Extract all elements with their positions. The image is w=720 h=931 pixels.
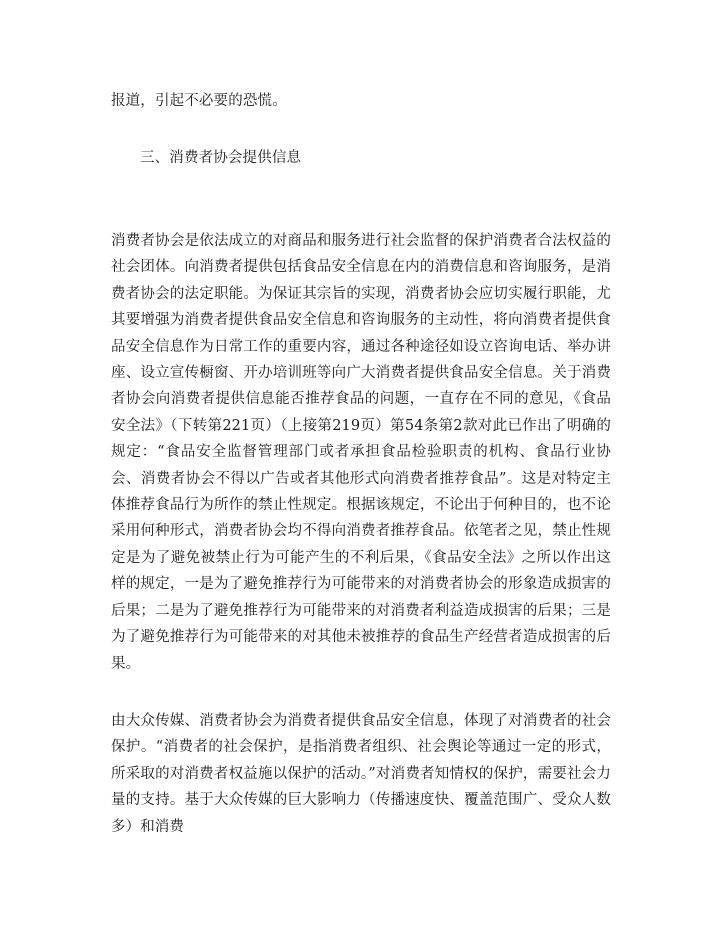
continued-text-line: 报道，引起不必要的恐慌。 <box>111 93 287 109</box>
body-paragraph: 由大众传媒、消费者协会为消费者提供食品安全信息，体现了对消费者的社会保护。“消费者的社会保护，是指消费者组织、社会舆论等通过一定的形式，所采取的对消费者权益施以保护的活动。”对消费者知情权的保护，需要社会力量的支持。基于大众传媒的巨大影响力（传播速度快、覆盖范围广、受众人数多）和消费 <box>111 713 611 835</box>
body-paragraph: 消费者协会是依法成立的对商品和服务进行社会监督的保护消费者合法权益的社会团体。向消费者提供包括食品安全信息在内的消费信息和咨询服务，是消费者协会的法定职能。为保证其宗旨的实现，消费者协会应切实履行职能，尤其要增强为消费者提供食品安全信息和咨询服务的主动性，将向消费者提供食品安全信息作为日常工作的重要内容，通过各种途径如设立咨询电话、举办讲座、设立宣传橱窗、开办培训班等向广大消费者提供食品安全信息。关于消费者协会向消费者提供信息能否推荐食品的问题，一直存在不同的意见，《食品安全法》（下转第221页）（上接第219页）第54条第2款对此已作出了明确的规定：“食品安全监督管理部门或者承担食品检验职责的机构、食品行业协会、消费者协会不得以广告或者其他形式向消费者推荐食品”。这是对特定主体推荐食品行为所作的禁止性规定。根据该规定，不论出于何种目的，也不论采用何种形式，消费者协会均不得向消费者推荐食品。依笔者之见，禁止性规定是为了避免被禁止行为可能产生的不利后果，《食品安全法》之所以作出这样的规定，一是为了避免推荐行为可能带来的对消费者协会的形象造成损害的后果；二是为了避免推荐行为可能带来的对消费者利益造成损害的后果；三是为了避免推荐行为可能带来的对其他未被推荐的食品生产经营者造成损害的后果。 <box>111 233 611 672</box>
section-heading: 三、消费者协会提供信息 <box>140 150 302 166</box>
